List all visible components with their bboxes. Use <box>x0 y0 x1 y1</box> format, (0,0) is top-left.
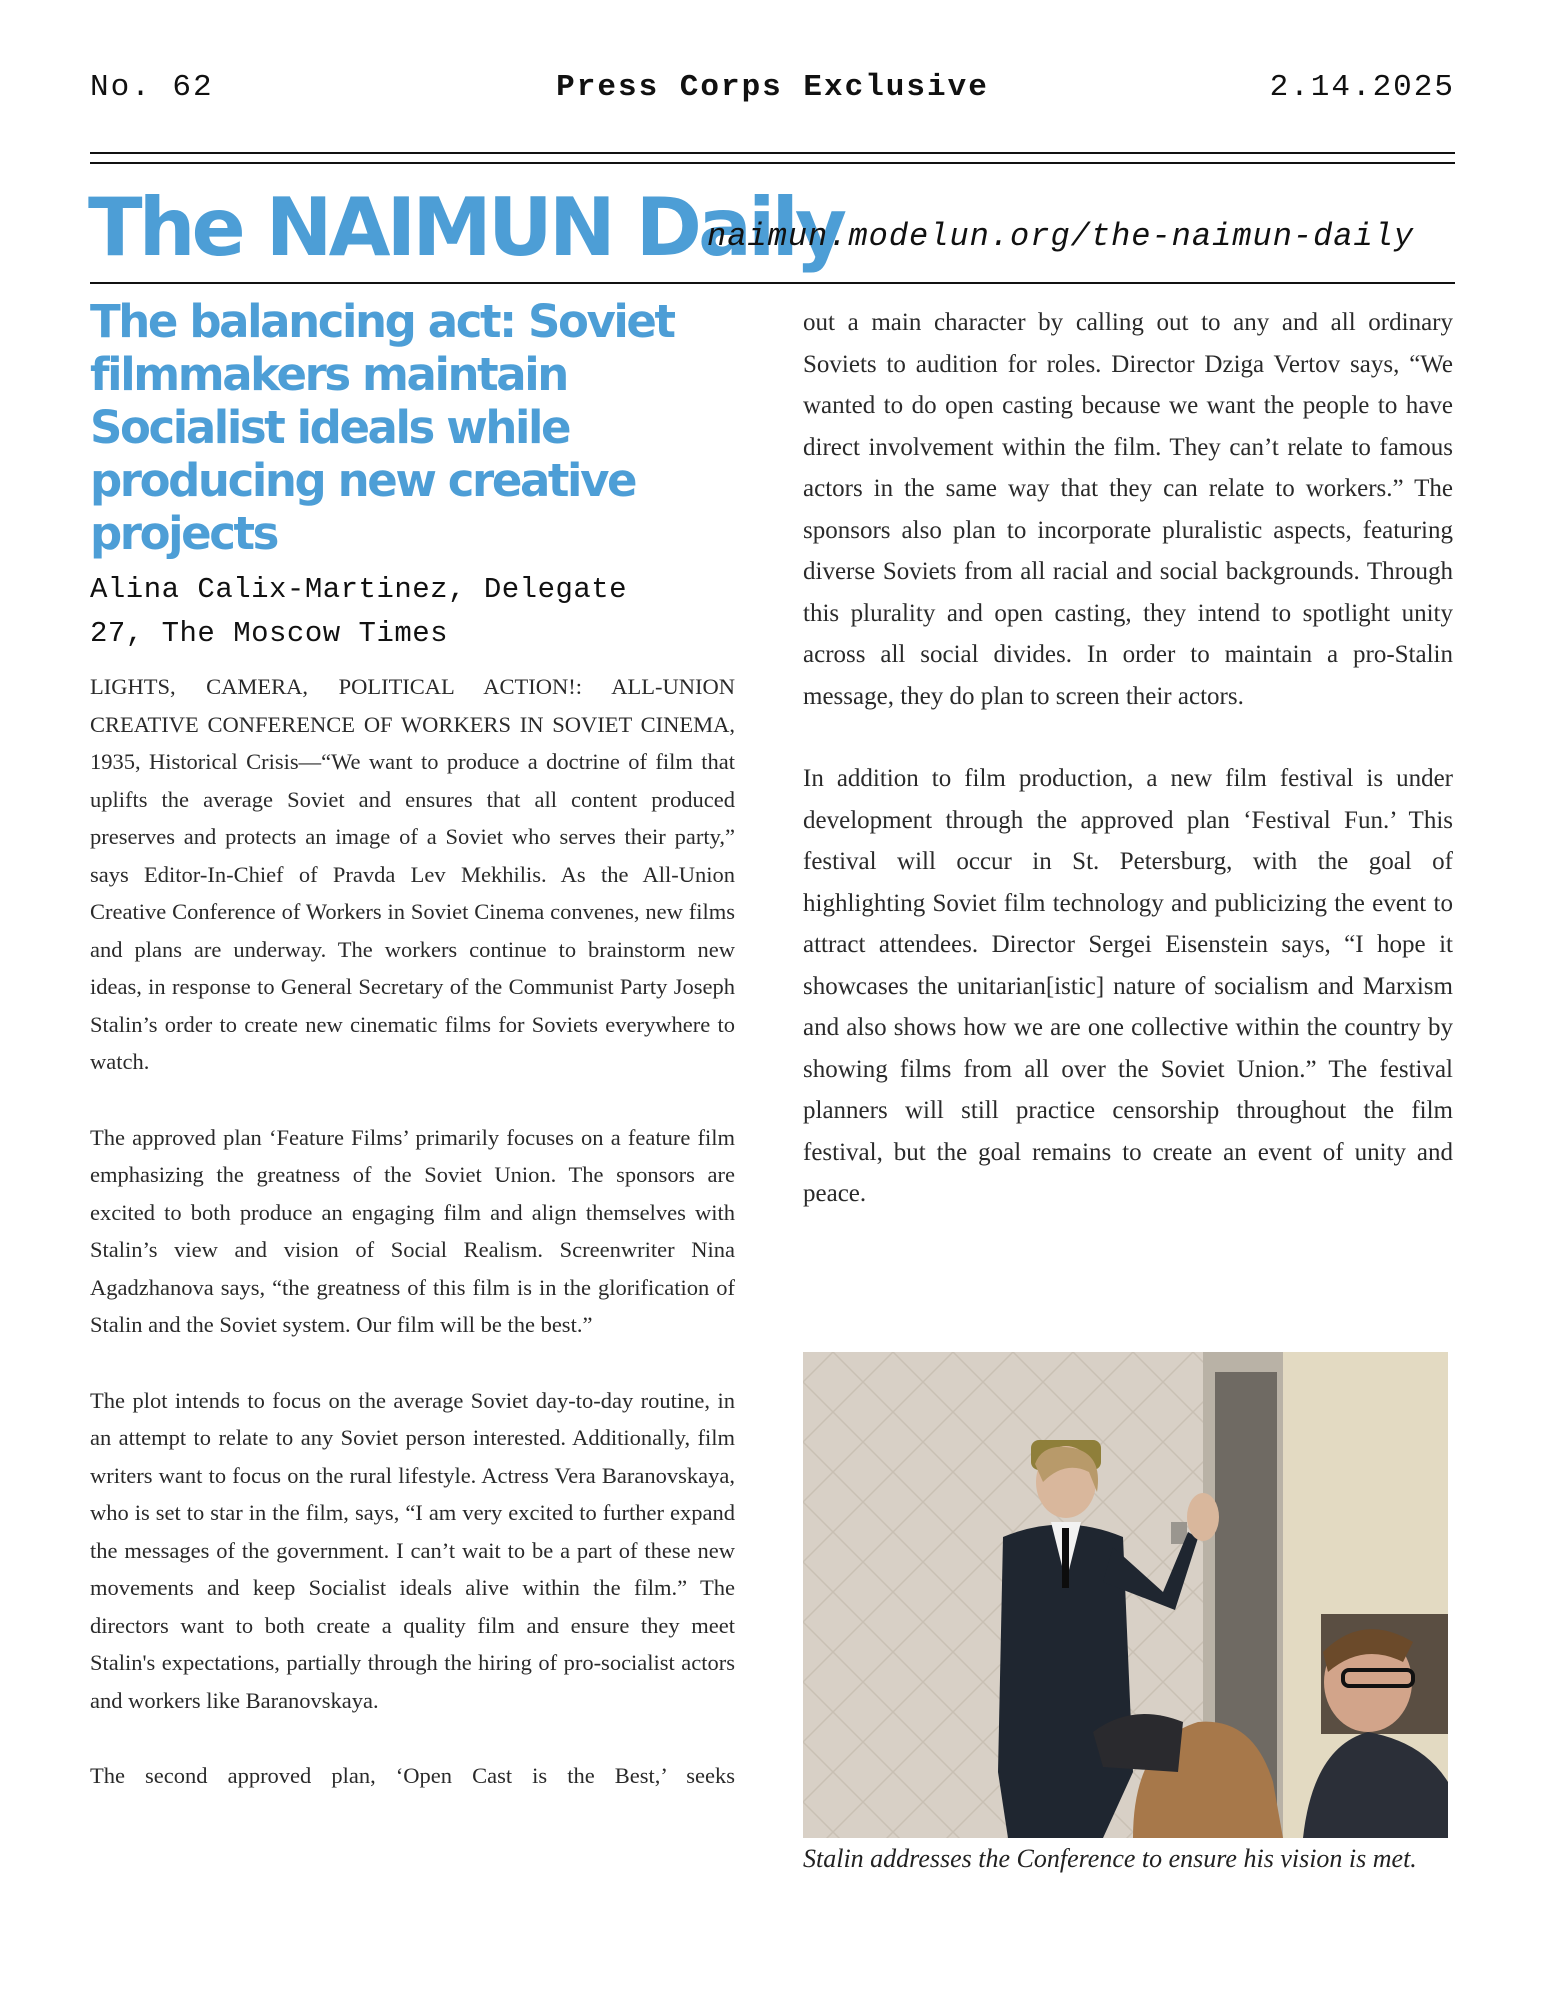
masthead-rule <box>90 282 1455 284</box>
masthead-url[interactable]: naimun.modelun.org/the-naimun-daily <box>707 218 1415 255</box>
issue-date: 2.14.2025 <box>1269 70 1455 105</box>
paragraph-3: The plot intends to focus on the average Soviet day-to-day routine, in an attempt to relate to any Soviet person interested. Additionally, film writers want to focus on the rural lifestyle. Actress Vera Baranovskaya, who is set to star in the film, says, “I am very excited to further expand the messages of the government. I can’t wait to be a part of these new movements and keep Socialist ideals alive within the film.” The directors want to both create a quality film and ensure they meet Stalin's expectations, partially through the hiring of pro-socialist actors and workers like Baranovskaya. <box>90 1387 735 1713</box>
article-headline: The balancing act: Soviet filmmakers maintain Socialist ideals while producing new creative projects <box>90 295 674 560</box>
header-rule-top <box>90 152 1455 154</box>
paragraph-1: LIGHTS, CAMERA, POLITICAL ACTION!: ALL-UNION CREATIVE CONFERENCE OF WORKERS IN SOVIET CINEMA, 1935, Historical Crisis—“We want to produce a doctrine of film that uplifts the average Soviet and ensures that all content produced preserves and protects an image of a Soviet who serves their party,” says Editor-In-Chief of Pravda Lev Mekhilis. As the All-Union Creative Conference of Workers in Soviet Cinema convenes, new films and plans are underway. The workers continue to brainstorm new ideas, in response to General Secretary of the Communist Party Joseph Stalin’s order to create new cinematic films for Soviets everywhere to watch. <box>90 674 735 1074</box>
byline-line-1: Alina Calix-Martinez, Delegate <box>90 573 628 606</box>
paragraph-6: In addition to film production, a new film festival is under development through the approved plan ‘Festival Fun.’ This festival will occur in St. Petersburg, with the goal of highlighting Soviet film technology and publicizing the event to attract attendees. Director Sergei Eisenstein says, “I hope it showcases the unitarian[istic] nature of socialism and Marxism and also shows how we are one collective within the country by showing films from all over the Soviet Union.” The festival planners will still practice censorship throughout the film festival, but the goal remains to create an event of unity and peace. <box>803 765 1453 1207</box>
paragraph-5: out a main character by calling out to any and all ordinary Soviets to audition for roles. Director Dziga Vertov says, “We wanted to do open casting because we want the people to have direct involvement within the film. They can’t relate to famous actors in the same way that they can relate to workers.” The sponsors also plan to incorporate pluralistic aspects, featuring diverse Soviets from all racial and social backgrounds. Through this plurality and open casting, they intend to spotlight unity across all social divides. In order to maintain a pro-Stalin message, they do plan to screen their actors. <box>803 309 1453 710</box>
article-photo <box>803 1352 1448 1838</box>
left-column <box>90 295 735 1833</box>
issue-number: No. 62 <box>90 70 214 105</box>
header-rule-bottom <box>90 162 1455 164</box>
photo-caption: Stalin addresses the Conference to ensure his vision is met. <box>803 1844 1417 1873</box>
speaker-hand <box>1187 1493 1219 1541</box>
conference-photo-illustration <box>803 1352 1448 1838</box>
paragraph-4: The second approved plan, ‘Open Cast is the Best,’ seeks <box>90 1763 735 1788</box>
right-column <box>803 302 1453 1256</box>
speaker-tie <box>1062 1528 1069 1588</box>
paragraph-2: The approved plan ‘Feature Films’ primarily focuses on a feature film emphasizing the greatness of the Soviet Union. The sponsors are excited to both produce an engaging film and align themselves with Stalin’s view and vision of Social Realism. Screenwriter Nina Agadzhanova says, “the greatness of this film is in the glorification of Stalin and the Soviet system. Our film will be the best.” <box>90 1124 735 1337</box>
byline-line-2: 27, The Moscow Times <box>90 617 449 650</box>
top-bar <box>90 70 1455 114</box>
article-byline <box>90 568 735 656</box>
masthead-title: The NAIMUN Daily <box>88 181 844 274</box>
section-label: Press Corps Exclusive <box>556 70 989 105</box>
